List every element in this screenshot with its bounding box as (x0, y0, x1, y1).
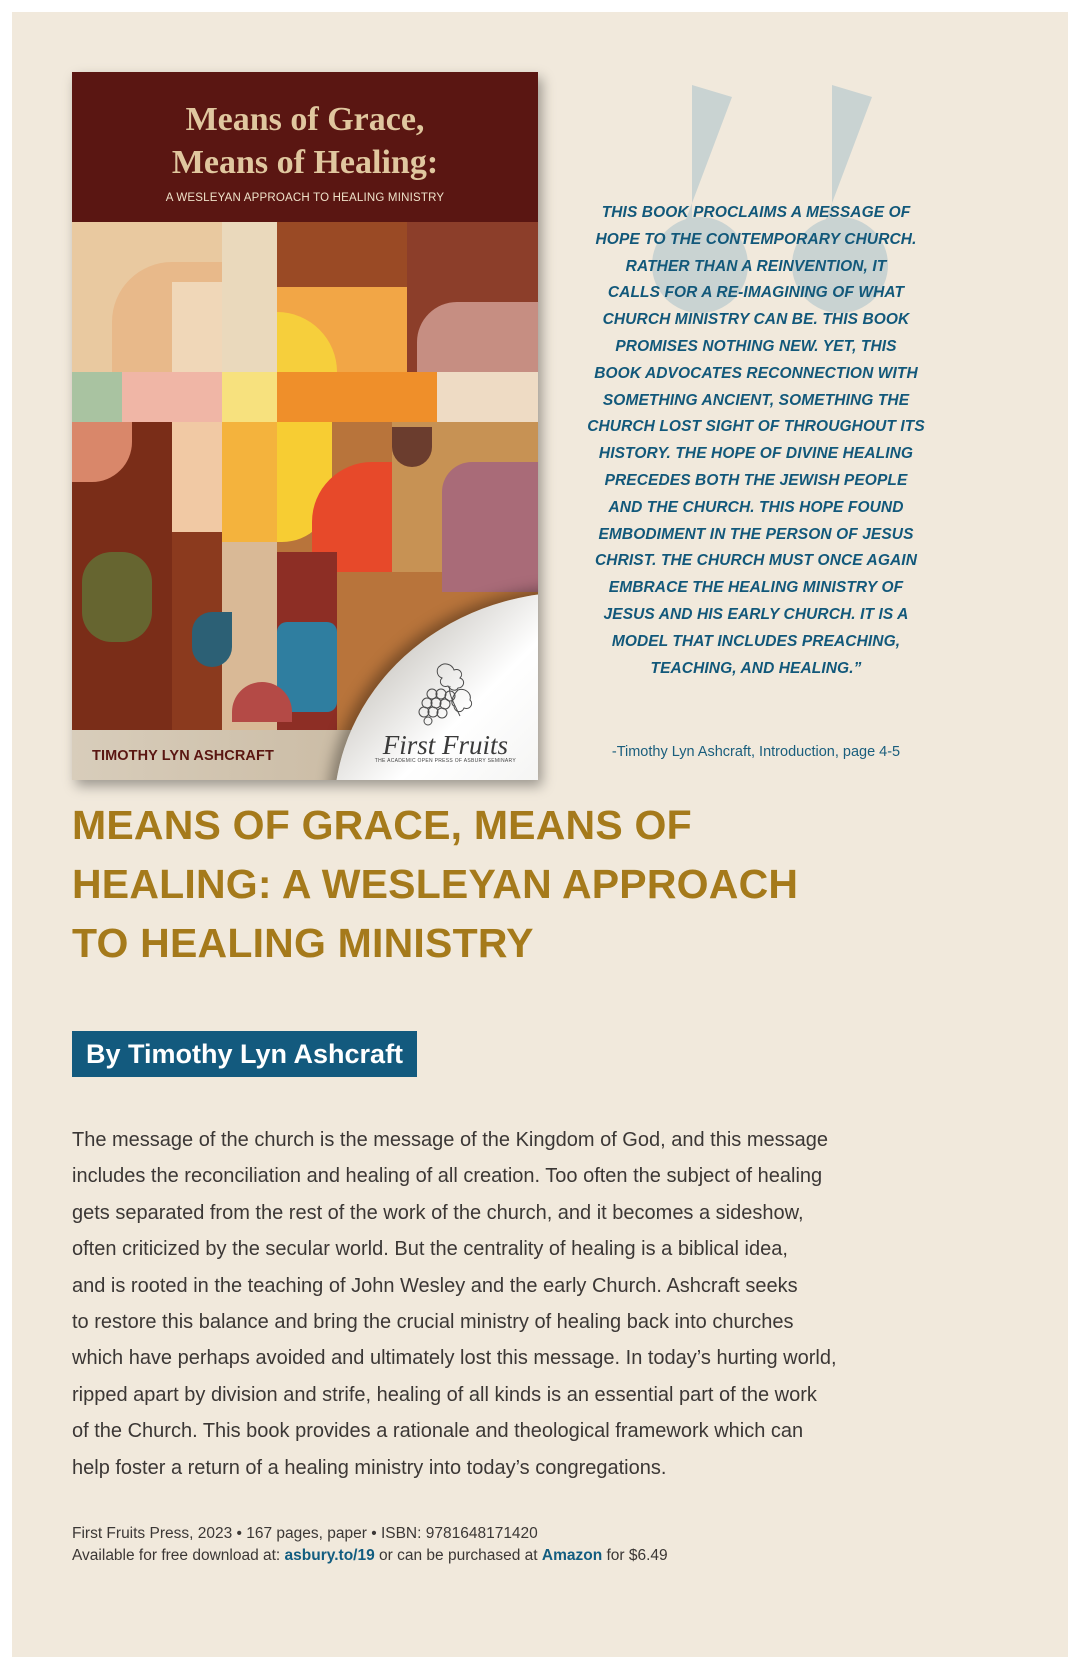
art-block (442, 462, 538, 592)
book-description (72, 1122, 992, 1486)
art-block (192, 612, 232, 667)
description-line: includes the reconciliation and healing of all creation. Too often the subject of healing (72, 1165, 823, 1188)
art-block (222, 422, 277, 542)
quote-line: CALLS FOR A RE-IMAGINING OF WHAT (607, 284, 905, 302)
publication-line: First Fruits Press, 2023 • 167 pages, paper • ISBN: 9781648171420 (72, 1525, 538, 1542)
book-cover (72, 72, 538, 780)
quote-line: RATHER THAN A REINVENTION, IT (625, 257, 887, 275)
quote-line: EMBODIMENT IN THE PERSON OF JESUS (598, 525, 914, 543)
art-block (392, 427, 432, 467)
heading-line: MEANS OF GRACE, MEANS OF (72, 802, 692, 848)
cover-title-line-2: Means of Healing: (171, 144, 439, 181)
availability-prefix: Available for free download at: (72, 1547, 285, 1564)
heading-line: HEALING: A WESLEYAN APPROACH (72, 861, 799, 907)
quote-line: BOOK ADVOCATES RECONNECTION WITH (594, 364, 918, 382)
art-block (172, 282, 227, 372)
art-block (72, 372, 122, 422)
publisher-tagline: THE ACADEMIC OPEN PRESS OF ASBURY SEMINARY (374, 758, 516, 764)
description-line: gets separated from the rest of the work of the church, and it becomes a sideshow, (72, 1201, 804, 1224)
cover-subtitle: A WESLEYAN APPROACH TO HEALING MINISTRY (165, 192, 445, 204)
cover-title-line-1: Means of Grace, (185, 101, 425, 138)
quote-line: EMBRACE THE HEALING MINISTRY OF (608, 579, 904, 597)
art-block (277, 222, 407, 292)
publication-details (72, 1523, 992, 1567)
cover-author: TIMOTHY LYN ASHCRAFT (92, 748, 274, 764)
description-line: help foster a return of a healing ministry into today’s congregations. (72, 1456, 667, 1479)
quote-line: AND THE CHURCH. THIS HOPE FOUND (608, 498, 904, 516)
publisher-logo (375, 660, 516, 764)
quote-line: CHRIST. THE CHURCH MUST ONCE AGAIN (594, 552, 917, 570)
availability-suffix: for $6.49 (602, 1547, 668, 1564)
quote-line: SOMETHING ANCIENT, SOMETHING THE (602, 391, 910, 409)
cover-title-band (72, 72, 538, 222)
quote-attribution: -Timothy Lyn Ashcraft, Introduction, page 4-5 (611, 744, 901, 760)
amazon-link[interactable]: Amazon (541, 1547, 603, 1564)
quote-line: PRECEDES BOTH THE JEWISH PEOPLE (604, 471, 908, 489)
description-line: The message of the church is the message of the Kingdom of God, and this message (72, 1129, 828, 1151)
grape-cluster-icon (410, 660, 480, 730)
description-line: often criticized by the secular world. But the centrality of healing is a biblical idea, (72, 1238, 788, 1261)
author-byline: By Timothy Lyn Ashcraft (72, 1031, 417, 1077)
quote-line: CHURCH MINISTRY CAN BE. THIS BOOK (602, 311, 910, 329)
publisher-name: First Fruits (382, 730, 509, 760)
quote-line: CHURCH LOST SIGHT OF THROUGHOUT ITS (587, 418, 925, 436)
pull-quote (556, 200, 956, 682)
quote-line: PROMISES NOTHING NEW. YET, THIS (615, 337, 897, 355)
art-block (122, 372, 222, 422)
art-block (437, 372, 538, 422)
description-line: to restore this balance and bring the crucial ministry of healing back into churches (72, 1311, 794, 1334)
description-line: ripped apart by division and strife, healing of all kinds is an essential part of the work (72, 1383, 817, 1406)
heading-line: TO HEALING MINISTRY (72, 920, 534, 966)
art-block (172, 422, 222, 532)
art-block (277, 372, 437, 422)
quote-line: THIS BOOK PROCLAIMS A MESSAGE OF (601, 204, 911, 221)
description-line: and is rooted in the teaching of John Wesley and the early Church. Ashcraft seeks (72, 1274, 798, 1297)
quote-line: TEACHING, AND HEALING.” (650, 659, 862, 677)
availability-line (72, 1545, 992, 1567)
download-link[interactable]: asbury.to/19 (284, 1547, 375, 1564)
description-line: of the Church. This book provides a rationale and theological framework which can (72, 1420, 804, 1443)
art-block (222, 372, 277, 422)
quote-line: HISTORY. THE HOPE OF DIVINE HEALING (598, 445, 914, 463)
description-line: which have perhaps avoided and ultimately lost this message. In today’s hurting world, (72, 1347, 837, 1370)
art-block (417, 302, 538, 382)
quote-line: MODEL THAT INCLUDES PREACHING, (611, 632, 901, 650)
quote-line: HOPE TO THE CONTEMPORARY CHURCH. (595, 230, 917, 248)
availability-middle: or can be purchased at (374, 1547, 542, 1564)
art-block (82, 552, 152, 642)
cover-title (72, 72, 538, 184)
book-title-heading (72, 796, 972, 973)
quote-line: JESUS AND HIS EARLY CHURCH. IT IS A (603, 605, 909, 623)
